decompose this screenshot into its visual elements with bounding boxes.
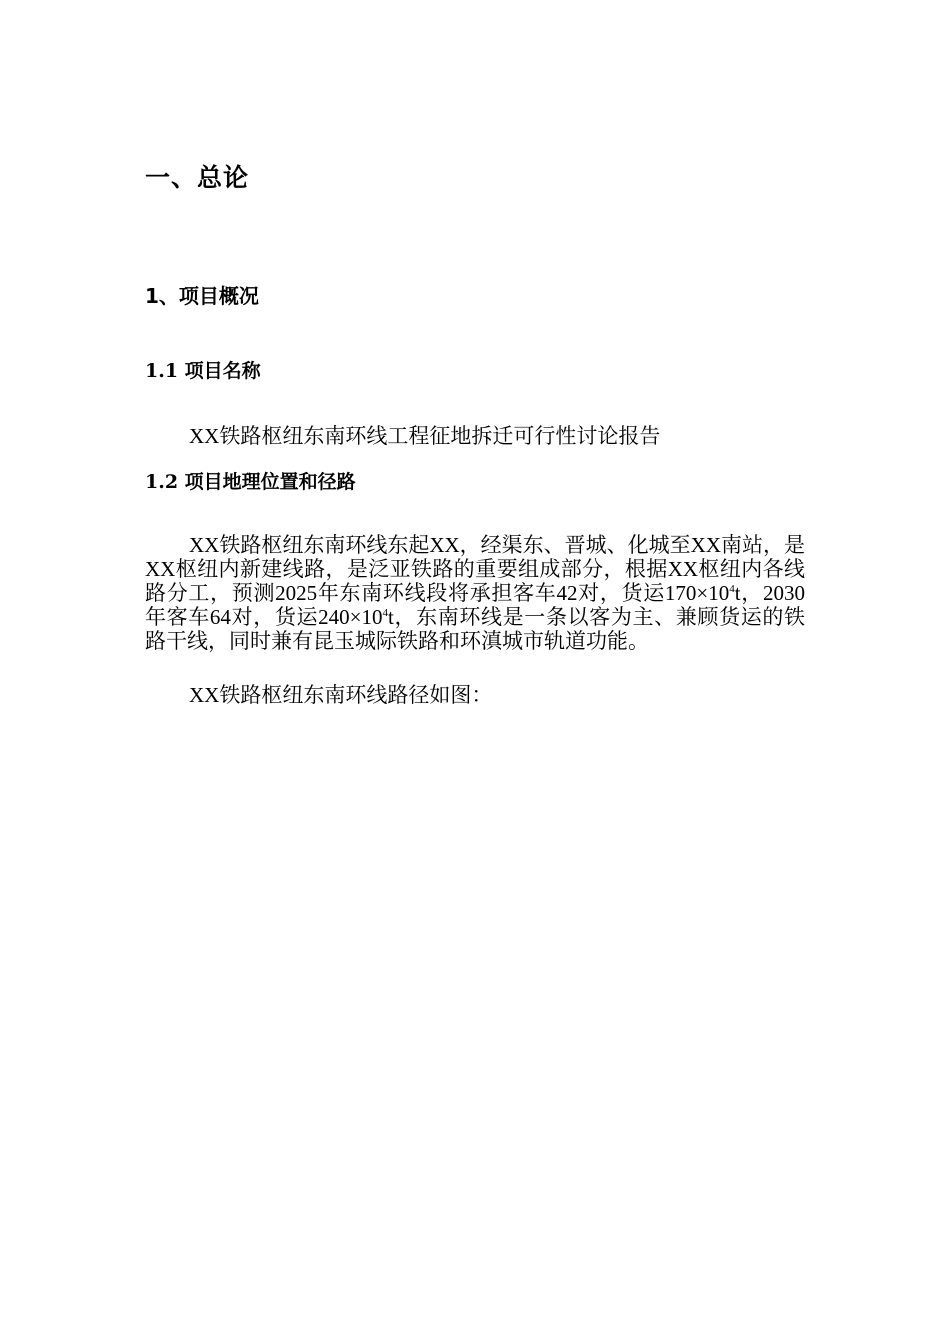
paragraph-segment-3: t，东南环线是一条以客为主、兼顾货运的铁路干线，同时兼有昆玉城际铁路和环滇城市轨道功能。 — [145, 605, 806, 653]
project-name-text: XX铁路枢纽东南环线工程征地拆迁可行性讨论报告 — [189, 424, 661, 448]
paragraph-segment-1: XX铁路枢纽东南环线东起XX，经渠东、晋城、化城至XX南站，是XX枢纽内新建线路，是泛亚铁路的重要组成部分，根据XX枢纽内各线路分工，预测2025年东南环线段将承担客车42对，货运170×10 — [145, 533, 805, 605]
location-route-paragraph — [145, 533, 805, 653]
superscript-exponent-2: 4 — [382, 607, 388, 619]
chapter-title: 一、总论 — [145, 163, 250, 192]
section-title-project-overview: 1、项目概况 — [145, 284, 259, 308]
route-figure-intro: XX铁路枢纽东南环线路径如图： — [189, 683, 493, 707]
subsection-title-project-name: 1.1 项目名称 — [145, 360, 261, 382]
superscript-exponent-1: 4 — [729, 583, 735, 595]
paragraph-segment-2: t，2030年客车64对，货运240×10 — [145, 581, 806, 629]
subsection-title-location-route: 1.2 项目地理位置和径路 — [145, 471, 356, 493]
